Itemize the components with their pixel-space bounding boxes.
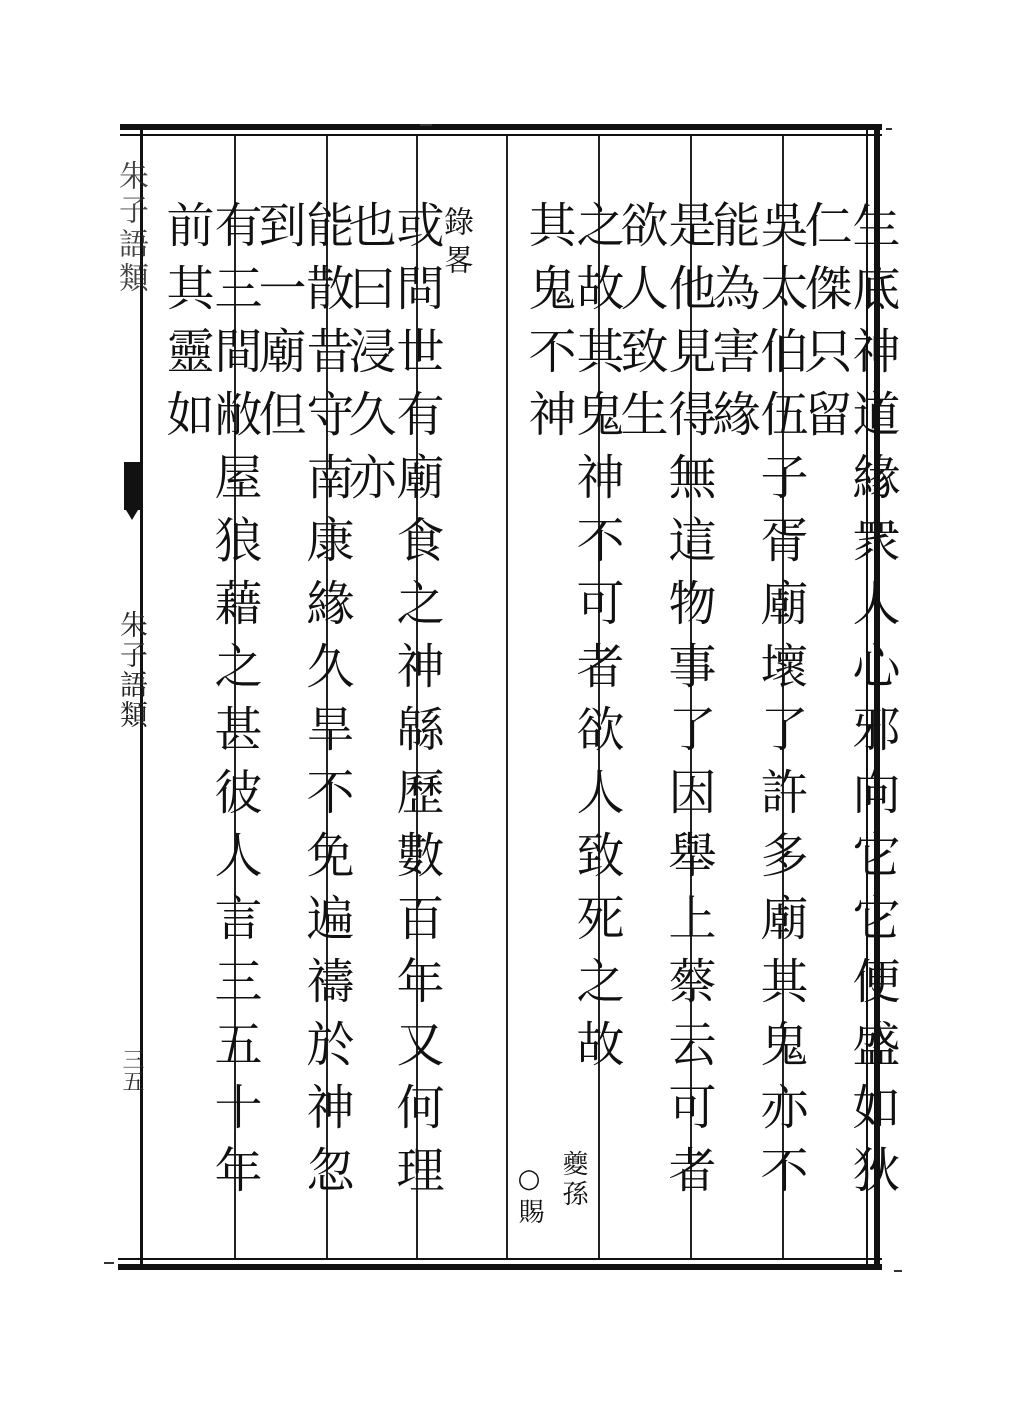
scan-speck bbox=[420, 124, 432, 126]
text-column-2: 吳太伯伍子胥廟壞了許多廟其鬼亦不能為害緣 bbox=[704, 200, 808, 1208]
text-column-3: 是他見得無這物事了因舉上蔡云可者欲人致生 bbox=[612, 200, 716, 1208]
scan-speck bbox=[886, 128, 892, 130]
frame-top-border bbox=[120, 124, 882, 130]
fish-tail-tip bbox=[126, 510, 138, 520]
column-rule bbox=[506, 136, 508, 1258]
text-column-7: 能散昔守南康緣久旱不免遍禱於神忽到一廟但 bbox=[250, 200, 354, 1208]
text-column-8: 有三間敝屋狼藉之甚彼人言三五十年前其靈如 bbox=[158, 200, 262, 1208]
fore-edge-book-title: 朱子語類 bbox=[116, 610, 149, 730]
annotation-recorder: 夔孫 bbox=[558, 1150, 588, 1210]
annotation-recorder-2: ○賜 bbox=[514, 1164, 544, 1228]
text-column-1: 生底神道緣衆人心邪向它它便盛如狄仁傑只留 bbox=[796, 200, 900, 1208]
folio-number: 三五 bbox=[119, 1048, 144, 1092]
scan-speck bbox=[894, 1270, 902, 1272]
fore-edge-header: 朱子語類 bbox=[113, 160, 148, 296]
text-column-5-note: 錄畧 bbox=[438, 206, 473, 282]
text-column-6: 或問世有廟食之神緜歷數百年又何理也曰浸久亦 bbox=[340, 200, 444, 1208]
text-column-4: 之故其鬼神不可者欲人致死之故其鬼不神 bbox=[520, 200, 624, 1082]
frame-bottom-border bbox=[118, 1264, 882, 1270]
scan-speck bbox=[104, 1262, 114, 1264]
fish-tail-mark bbox=[124, 462, 140, 510]
frame-bottom-inner-border bbox=[118, 1258, 882, 1260]
